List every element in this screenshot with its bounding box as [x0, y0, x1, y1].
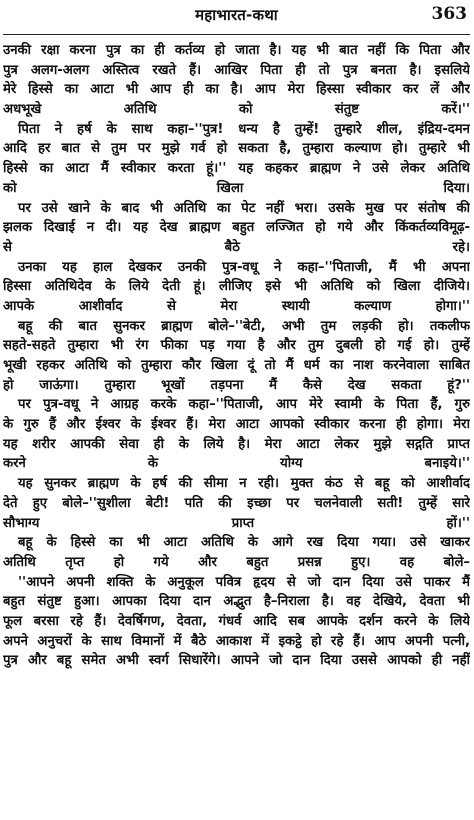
text-line: बहू की बात सुनकर ब्राह्मण बोले–''बेटी, अभी तुम लड़की हो। तकलीफ: [18, 318, 470, 334]
text-line: से बैठे रहे।: [3, 239, 470, 255]
paragraph-3: [3, 199, 470, 258]
text-line: अपने अनुचरों के साथ विमानों में बैठे आकाश में इकट्ठे हो रहे हैं। आप अपनी पत्नी,: [3, 633, 470, 649]
paragraph-4: [3, 258, 470, 317]
text-line: अतिथि तृप्त हो गये और बहुत प्रसन्न हुए। वह बोले–: [3, 554, 470, 570]
running-title: महाभारत-कथा: [195, 6, 278, 24]
text-line: हो जाऊंगा। तुम्हारा भूखों तड़पना मैं कैसे देख सकता हूं?'': [3, 377, 470, 393]
text-line: हिस्से का आटा मैं स्वीकार करता हूं।'' यह कहकर ब्राह्मण ने उसे लेकर अतिथि: [3, 161, 470, 177]
text-line: अधभूखे अतिथि को संतुष्ट करें।'': [3, 102, 470, 118]
body-text: [3, 41, 470, 671]
paragraph-1: [3, 41, 470, 120]
text-line: को खिला दिया।: [3, 180, 470, 196]
text-line: बहू के हिस्से का भी आटा अतिथि के आगे रख दिया गया। उसे खाकर: [18, 535, 470, 551]
text-line: आपके आशीर्वाद से मेरा स्थायी कल्याण होगा।'': [3, 298, 470, 314]
text-line: ''आपने अपनी शक्ति के अनुकूल पवित्र हृदय से जो दान दिया उसे पाकर मैं: [18, 574, 470, 590]
text-line: के गुरु हैं और ईश्वर के ईश्वर हैं। मेरा आटा आपको स्वीकार करना ही होगा। मेरा: [3, 417, 470, 433]
text-line: झलक दिखाई न दी। यह देख ब्राह्मण बहुत लज्जित हो गये और किंकर्तव्यविमूढ़-: [3, 220, 470, 236]
paragraph-7: [3, 474, 470, 533]
text-line: पर उसे खाने के बाद भी अतिथि का पेट नहीं भरा। उसके मुख पर संतोष की: [18, 200, 470, 216]
page-number: 363: [431, 4, 467, 24]
text-line: पिता ने हर्ष के साथ कहा–''पुत्र! धन्य है तुम्हें! तुम्हारे शील, इंद्रिय-दमन: [18, 121, 470, 137]
text-line: हिस्सा अतिथिदेव के लिये देती हूं। लीजिए इसे भी अतिथि को खिला दीजिये।: [3, 279, 470, 295]
paragraph-5: [3, 317, 470, 396]
text-line: मेरे हिस्से का आटा भी आप ही का है। आप मेरा हिस्सा स्वीकार कर लें और: [3, 82, 470, 98]
text-line: उनकी रक्षा करना पुत्र का ही कर्तव्य हो जाता है। यह भी बात नहीं कि पिता और: [3, 43, 470, 58]
text-line: सौभाग्य प्राप्त हों।'': [3, 515, 470, 531]
text-line: बहुत संतुष्ट हुआ। आपका दिया दान अद्भुत है–निराला है। वह देखिये, देवता भी: [3, 594, 470, 610]
paragraph-6: [3, 395, 470, 474]
page-header: [3, 0, 470, 35]
text-line: फूल बरसा रहे हैं। देवर्षिगण, देवता, गंधर्व आदि सब आपके दर्शन करने के लिये: [3, 613, 470, 629]
text-line: देते हुए बोले–''सुशीला बेटी! पति की इच्छा पर चलनेवाली सती! तुम्हें सारे: [3, 495, 470, 511]
text-line: यह शरीर आपकी सेवा ही के लिये है। मेरा आटा लेकर मुझे सद्गति प्राप्त: [3, 436, 470, 452]
paragraph-9: [3, 573, 470, 671]
text-line: यह सुनकर ब्राह्मण के हर्ष की सीमा न रही। मुक्त कंठ से बहू को आशीर्वाद: [18, 476, 470, 492]
text-line: पुत्र अलग-अलग अस्तित्व रखते हैं। आखिर पिता ही तो पुत्र बनता है। इसलिये: [3, 62, 470, 78]
paragraph-2: [3, 120, 470, 199]
text-line: आदि हर बात से तुम पर मुझे गर्व हो सकता है, तुम्हारा कल्याण हो। तुम्हारे भी: [3, 141, 470, 157]
paragraph-8: [3, 533, 470, 572]
text-line: करने के योग्य बनाइये।'': [3, 456, 470, 472]
text-line: भूखी रहकर अतिथि को तुम्हारा कौर खिला दूं तो मैं धर्म का नाश करनेवाला साबित: [3, 358, 470, 373]
text-line: सहते-सहते तुम्हारा भी रंग फीका पड़ गया है और तुम दुबली हो गई हो। तुम्हें: [3, 338, 470, 354]
text-line: पुत्र और बहू समेत अभी स्वर्ग सिधारेंगे। आपने जो दान दिया उससे आपको ही नहीं: [3, 653, 470, 669]
text-line: उनका यह हाल देखकर उनकी पुत्र-वधू ने कहा–''पिताजी, मैं भी अपना: [18, 259, 470, 275]
text-line: पर पुत्र-वधू ने आग्रह करके कहा–''पिताजी, आप मेरे स्वामी के पिता हैं, गुरु: [18, 397, 470, 413]
